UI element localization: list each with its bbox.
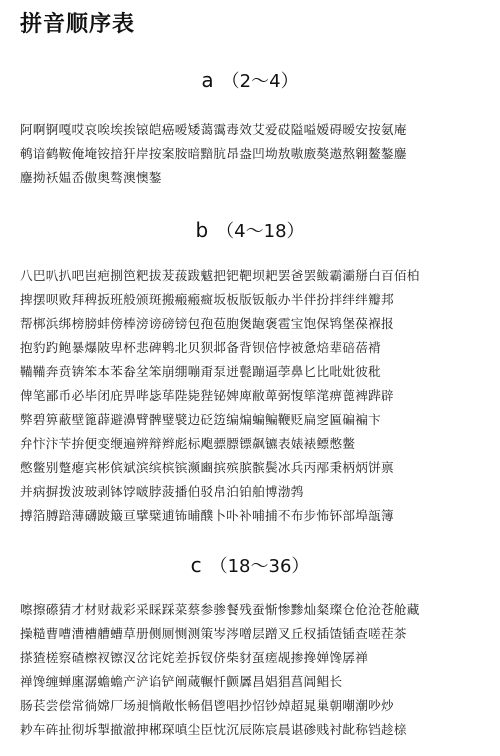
character-line: 八巴叭扒吧岜疤捌笆粑拔茇菝跋魃把钯靶坝耙罢爸罢鲅霸灞掰白百佰柏 <box>20 268 420 283</box>
character-line: 禅馋缠蝉廛潺蟾蟾产浐谄铲阐蒇冁忏颤羼昌娼猖菖阊鲳长 <box>20 674 343 689</box>
character-line: 搏箔膊踣薄礴跛簸亘擘檗逋钸晡醭卜卟补哺捕不布步怖钚部埠瓿簿 <box>20 508 394 523</box>
character-line: 抱豹趵鲍暴爆陂卑杯悲碑鹎北贝狈邶备背钡倍悖被惫焙辈碚蓓褙 <box>20 340 382 355</box>
section-letter: c <box>190 553 202 577</box>
character-line: 俾笔鄙币必毕闭庇畀哔毖荜陛毙狴铋婢庳敝萆弼愎筚滗痹蓖裨跸辟 <box>20 388 394 403</box>
section-characters-c <box>20 598 488 742</box>
character-line: 鏖拗袄媪岙傲奥骜澳懊鏊 <box>20 170 162 185</box>
character-line: 操糙曹嘈漕槽艚螬草册侧厕恻测策岑涔噌层蹭叉丘杈插馇锸查嗟茬茶 <box>20 626 407 641</box>
character-line: 肠苌尝偿常徜嫦厂场昶惝敞怅畅倡鬯唱抄怊钞焯超晁巢朝嘲潮吵炒 <box>20 698 394 713</box>
section-page-range: （18～36） <box>209 556 310 577</box>
section-heading-c <box>0 555 500 576</box>
section-letter: a <box>201 68 214 92</box>
document-title: 拼音顺序表 <box>20 12 136 37</box>
character-line: 帮梆浜绑榜膀蚌傍棒滂谤磅镑包孢苞胞煲龅褒雹宝饱保鸨堡葆褓报 <box>20 316 394 331</box>
character-line: 鞴鞴奔贲锛笨本苯畚坌笨崩绷嘣甭泵迸甏蹦逼荸鼻匕比吡妣彼秕 <box>20 364 382 379</box>
character-line: 鹌谙鹤鞍俺埯铵揞犴岸按案胺暗黯肮昂盎凹坳敖嗷廒獒遨熬翱鳌鏊鏖 <box>20 146 407 161</box>
character-line: 阿啊锕嘎哎哀唉埃挨锿皑癌嗳矮蔼霭毒效艾爱砹隘嗌嫒碍暧安按氨庵 <box>20 122 407 137</box>
character-line: 并病摒拨波玻剥钵饽啵脖菠播伯驳帛泊铂舶博渤鹁 <box>20 484 304 499</box>
character-line: 搽猹槎察碴檫衩镲汊岔诧姹差拆钗侪柴豺虿瘥觇掺搀婵馋孱禅 <box>20 650 369 665</box>
section-characters-b <box>20 264 488 528</box>
character-line: 弁忭汴苄拚便变缏遍辨辩辫彪标飑骠膘镖飙镳表婊裱鳔憋鳖 <box>20 436 356 451</box>
section-heading-b <box>0 220 500 241</box>
character-line: 嚓擦礤猜才材财裁彩采睬踩菜蔡参骖餐残蚕惭惨黪灿粲璨仓伧沧苍舱藏 <box>20 602 420 617</box>
section-characters-a <box>20 118 488 190</box>
section-page-range: （2～4） <box>221 71 299 92</box>
section-page-range: （4～18） <box>216 221 305 242</box>
character-line: 捭摆呗败拜稗扳班般颁斑搬瘢瘢癍坂板版钣舨办半伴扮拌绊绊瓣邦 <box>20 292 394 307</box>
character-line: 弊碧箅蔽壁篦薜避濞臂髀璧襞边砭笾编煸蝙鳊鞭贬扁窆匾碥褊卞 <box>20 412 382 427</box>
section-letter: b <box>195 218 209 242</box>
character-line: 耖车砗扯彻坼掣撤澈抻郴琛嗔尘臣忱沉辰陈宸晨谌碜贱衬龀称铛趁榇 <box>20 722 407 737</box>
section-heading-a <box>0 70 500 91</box>
character-line: 憋鳖别蹩瘪宾彬傧斌滨缤槟镔濒豳摈殡膑髌鬓冰兵丙邴秉柄炳饼禀 <box>20 460 394 475</box>
